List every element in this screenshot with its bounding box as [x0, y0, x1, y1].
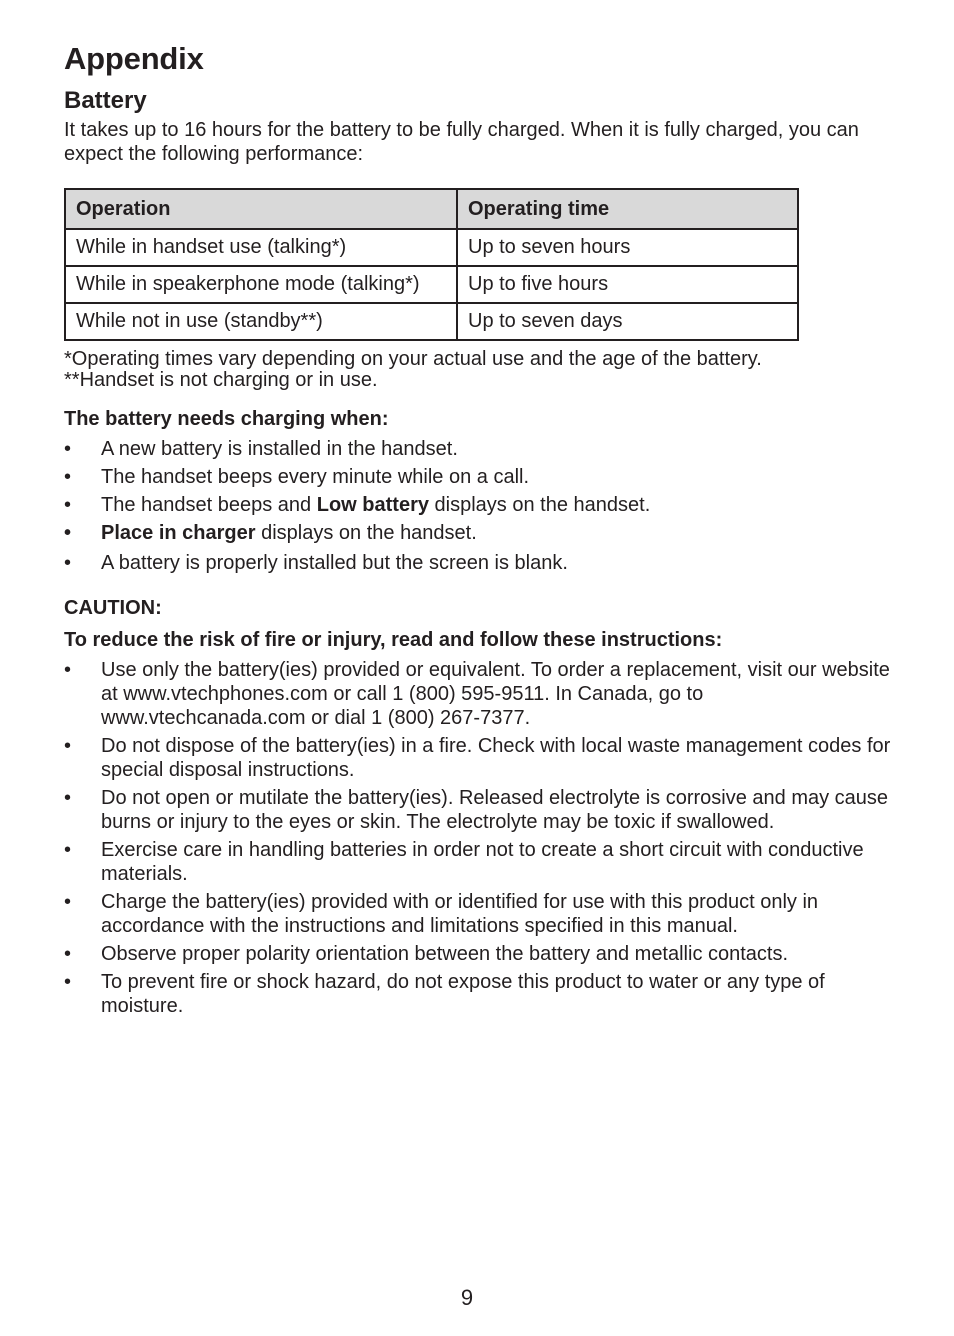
footnote-handset: **Handset is not charging or in use. [64, 369, 378, 391]
table-cell-operation: While in handset use (talking*) [65, 229, 457, 266]
table-cell-time: Up to seven days [457, 303, 798, 340]
list-item [64, 551, 894, 575]
table-cell-time: Up to seven hours [457, 229, 798, 266]
table-header-operating-time: Operating time [457, 189, 798, 229]
list-item-text: To prevent fire or shock hazard, do not expose this product to water or any type of moisture. [101, 971, 825, 1017]
bullet: • [64, 839, 72, 861]
page-number: 9 [460, 1285, 474, 1310]
bullet: • [64, 552, 72, 574]
list-item-text: Do not dispose of the battery(ies) in a fire. Check with local waste management codes for special disposal instructions. [101, 735, 891, 781]
caution-label: CAUTION: [64, 597, 162, 619]
list-item-text: The handset beeps every minute while on a call. [101, 466, 530, 488]
table-header-row [65, 189, 798, 229]
list-item-bold: Low battery [316, 494, 429, 516]
list-item [64, 838, 894, 886]
charging-heading: The battery needs charging when: [64, 408, 389, 430]
footnotes [64, 348, 894, 390]
list-item-text: A battery is properly installed but the screen is blank. [101, 552, 568, 574]
table-cell-operation: While in speakerphone mode (talking*) [65, 266, 457, 303]
list-item-bold: Place in charger [101, 522, 256, 544]
charging-list [64, 437, 894, 575]
section-title: Battery [64, 87, 147, 114]
bullet: • [64, 659, 72, 681]
bullet: • [64, 735, 72, 757]
list-item [64, 786, 894, 834]
table-cell-time: Up to five hours [457, 266, 798, 303]
list-item-text: Charge the battery(ies) provided with or identified for use with this product only in accordance with the instructions and limitations specified in this manual. [101, 891, 819, 937]
bullet: • [64, 522, 72, 544]
caution-subheading: To reduce the risk of fire or injury, read and follow these instructions: [64, 629, 723, 651]
list-item-text: displays on the handset. [428, 494, 651, 516]
list-item-text: displays on the handset. [255, 522, 477, 544]
list-item [64, 942, 894, 966]
bullet: • [64, 971, 72, 993]
footnote-operating-times: *Operating times vary depending on your actual use and the age of the battery. [64, 348, 762, 370]
list-item [64, 970, 894, 1018]
list-item-text: Do not open or mutilate the battery(ies). Released electrolyte is corrosive and may cause burns or injury to the eyes or skin. The electrolyte may be toxic if swallowed. [101, 787, 889, 833]
table-cell-operation: While not in use (standby**) [65, 303, 457, 340]
page-heading: Appendix [64, 41, 204, 76]
table-row [65, 266, 798, 303]
list-item [64, 465, 894, 489]
bullet: • [64, 438, 72, 460]
list-item [64, 493, 894, 517]
battery-performance-table [64, 188, 799, 341]
list-item-text: A new battery is installed in the handset. [101, 438, 458, 460]
list-item [64, 890, 894, 938]
bullet: • [64, 891, 72, 913]
list-item-text: Exercise care in handling batteries in order not to create a short circuit with conductive materials. [101, 839, 864, 885]
list-item [64, 658, 894, 730]
bullet: • [64, 943, 72, 965]
bullet: • [64, 494, 72, 516]
table-row [65, 229, 798, 266]
table-header-operation: Operation [65, 189, 457, 229]
list-item-text: The handset beeps and [101, 494, 317, 516]
bullet: • [64, 466, 72, 488]
list-item [64, 734, 894, 782]
bullet: • [64, 787, 72, 809]
table-row [65, 303, 798, 340]
list-item [64, 437, 894, 461]
caution-list [64, 658, 894, 1018]
list-item-text: Use only the battery(ies) provided or equivalent. To order a replacement, visit our website at www.vtechphones.com or call 1 (800) 595-9511. In Canada, go to www.vtechcanada.com or dial 1 (800) 267-7377. [101, 659, 890, 729]
list-item-text: Observe proper polarity orientation between the battery and metallic contacts. [101, 943, 789, 965]
document-page [64, 40, 894, 1022]
list-item [64, 521, 894, 545]
intro-paragraph: It takes up to 16 hours for the battery to be fully charged. When it is fully charged, you can expect the following performance: [64, 119, 859, 165]
